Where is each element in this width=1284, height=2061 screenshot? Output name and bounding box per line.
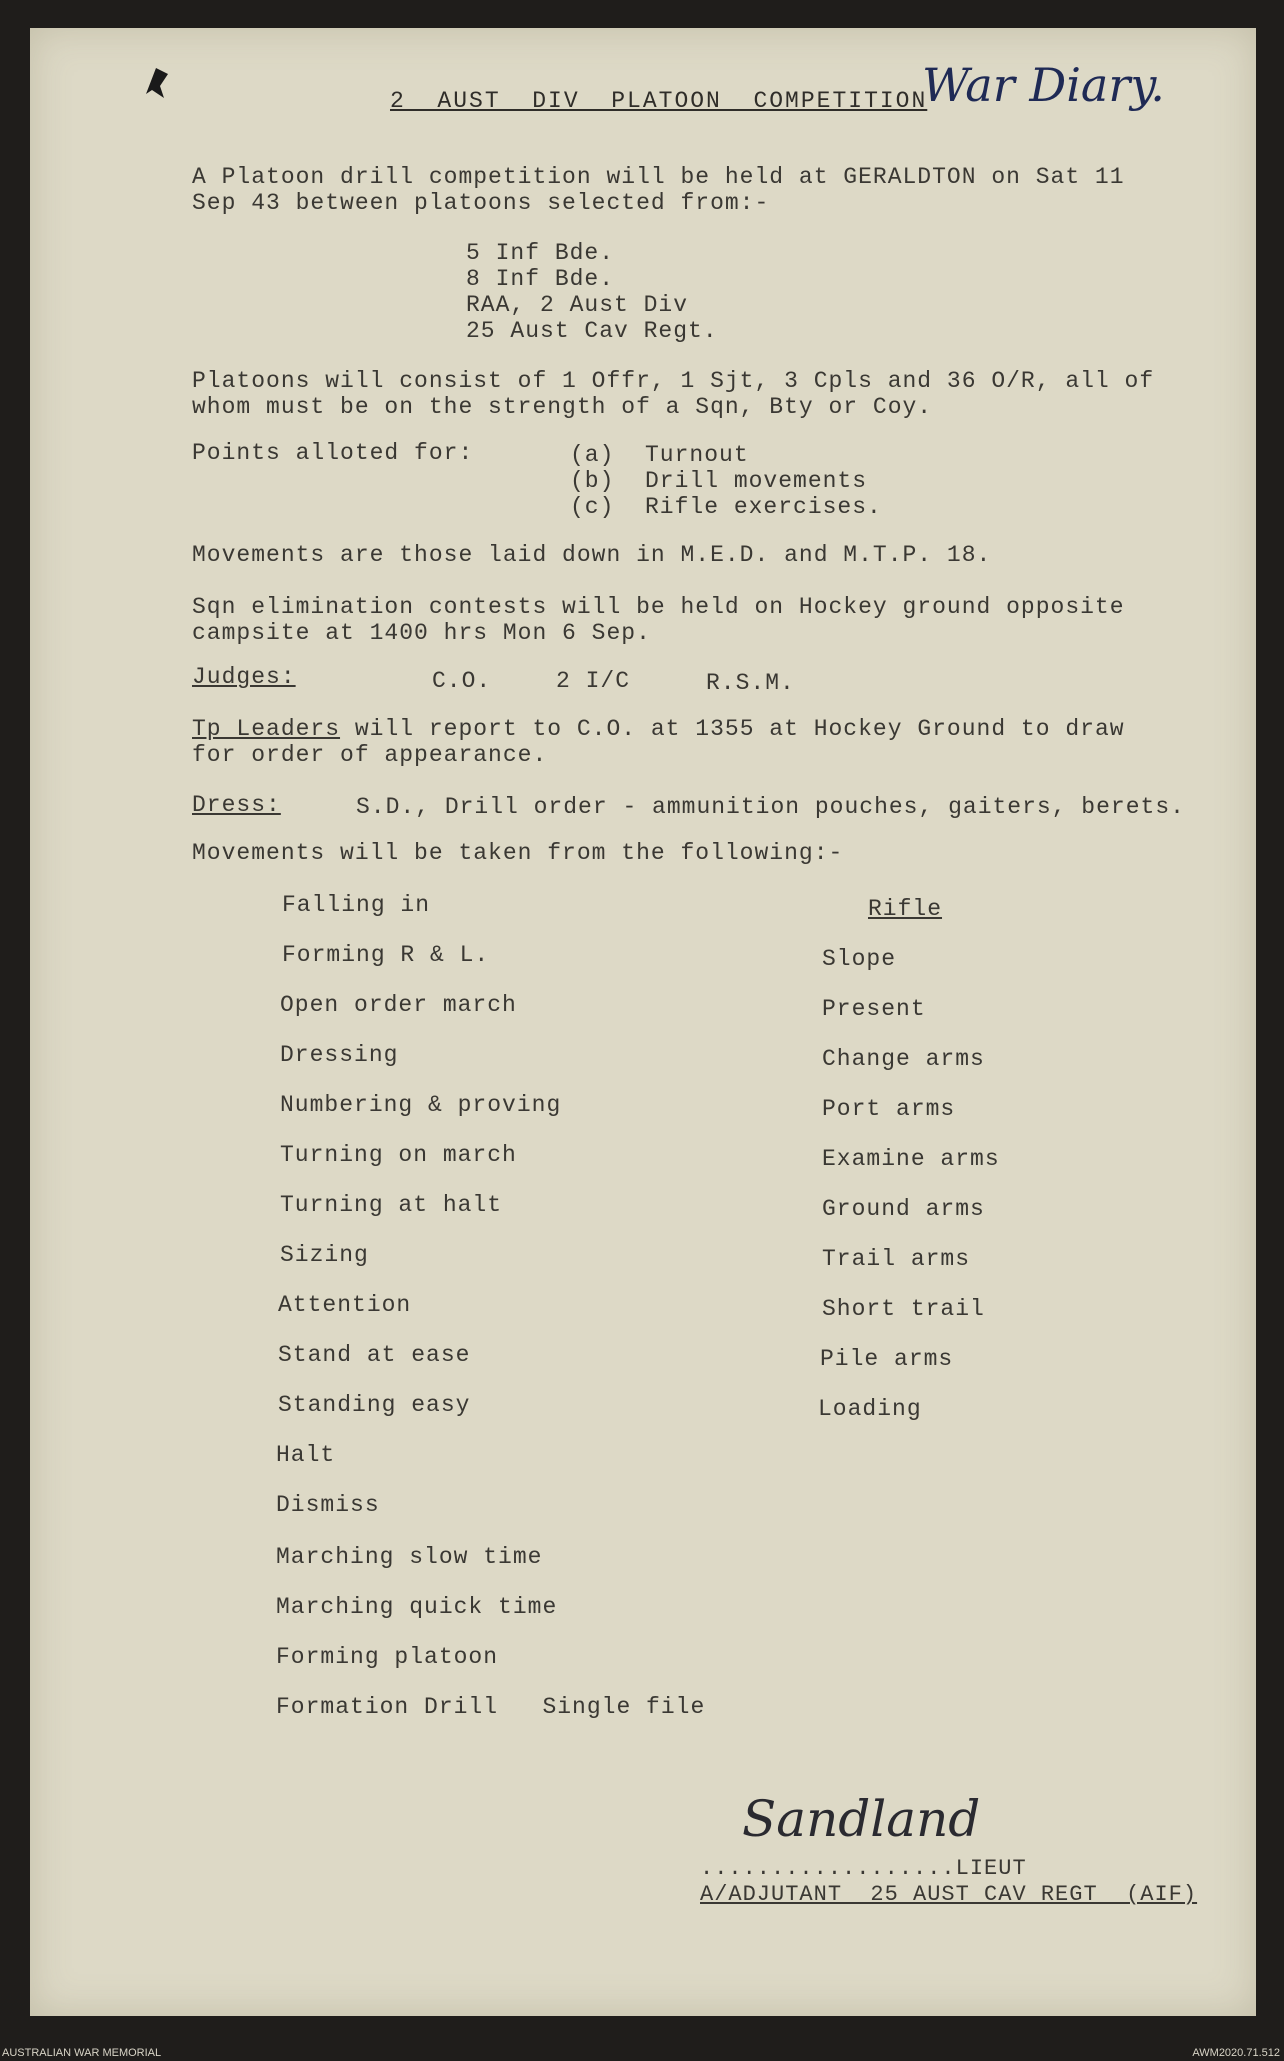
document-title: 2 AUST DIV PLATOON COMPETITION: [390, 88, 928, 114]
list-item: Port arms: [822, 1096, 956, 1122]
list-item: Forming platoon: [276, 1644, 499, 1670]
points-item: Drill movements: [645, 468, 868, 494]
list-item: Sizing: [280, 1242, 369, 1268]
footer-right: AWM2020.71.512: [1192, 2047, 1280, 2059]
consist-line-1: Platoons will consist of 1 Offr, 1 Sjt, 3 Cpls and 36 O/R, all of: [192, 368, 1155, 394]
list-item: Trail arms: [822, 1246, 971, 1272]
list-item: Formation Drill Single file: [276, 1694, 706, 1720]
list-item: Standing easy: [278, 1392, 471, 1418]
war-diary-annotation: War Diary.: [922, 58, 1165, 112]
list-item: Falling in: [282, 892, 431, 918]
signature-title: A/ADJUTANT 25 AUST CAV REGT (AIF): [700, 1882, 1198, 1907]
list-item: Marching slow time: [276, 1544, 543, 1570]
unit-item: RAA, 2 Aust Div: [466, 292, 689, 318]
sqn-line-2: campsite at 1400 hrs Mon 6 Sep.: [192, 620, 651, 646]
tp-line-2: for order of appearance.: [192, 742, 548, 768]
points-item: Rifle exercises.: [645, 494, 882, 520]
consist-line-2: whom must be on the strength of a Sqn, Bty or Coy.: [192, 394, 933, 420]
points-letter: (a): [570, 442, 615, 468]
judge-item: R.S.M.: [706, 670, 795, 696]
points-label: Points alloted for:: [192, 440, 474, 466]
list-item: Change arms: [822, 1046, 985, 1072]
list-item: Halt: [276, 1442, 336, 1468]
movements-intro: Movements will be taken from the following:-: [192, 840, 844, 866]
unit-item: 5 Inf Bde.: [466, 240, 615, 266]
points-item: Turnout: [645, 442, 749, 468]
intro-line-2: Sep 43 between platoons selected from:-: [192, 190, 770, 216]
list-item: Stand at ease: [278, 1342, 471, 1368]
list-item: Forming R & L.: [282, 942, 490, 968]
list-item: Turning on march: [280, 1142, 517, 1168]
tp-line-1: will report to C.O. at 1355 at Hockey Ground to draw: [340, 716, 1125, 742]
footer-left: AUSTRALIAN WAR MEMORIAL: [2, 2047, 162, 2059]
list-item: Short trail: [822, 1296, 985, 1322]
list-item: Ground arms: [822, 1196, 985, 1222]
unit-item: 25 Aust Cav Regt.: [466, 318, 718, 344]
judge-item: 2 I/C: [556, 668, 631, 694]
dress-label: Dress:: [192, 792, 281, 818]
list-item: Pile arms: [820, 1346, 954, 1372]
list-item: Numbering & proving: [280, 1092, 562, 1118]
signature: Sandland: [742, 1790, 981, 1848]
list-item: Dressing: [280, 1042, 399, 1068]
tp-leaders-label: Tp Leaders: [192, 716, 341, 742]
sqn-line-1: Sqn elimination contests will be held on Hockey ground opposite: [192, 594, 1125, 620]
list-item: Marching quick time: [276, 1594, 558, 1620]
points-letter: (c): [570, 494, 615, 520]
movements-laid-down: Movements are those laid down in M.E.D. and M.T.P. 18.: [192, 542, 992, 568]
unit-item: 8 Inf Bde.: [466, 266, 615, 292]
points-letter: (b): [570, 468, 615, 494]
rifle-heading: Rifle: [868, 896, 943, 922]
punch-mark-icon: [142, 64, 172, 100]
list-item: Open order march: [280, 992, 517, 1018]
list-item: Slope: [822, 946, 897, 972]
dress-text: S.D., Drill order - ammunition pouches, gaiters, berets.: [356, 794, 1185, 820]
list-item: Turning at halt: [280, 1192, 503, 1218]
list-item: Present: [822, 996, 926, 1022]
intro-line-1: A Platoon drill competition will be held at GERALDTON on Sat 11: [192, 164, 1125, 190]
list-item: Examine arms: [822, 1146, 1000, 1172]
judges-label: Judges:: [192, 664, 296, 690]
list-item: Dismiss: [276, 1492, 380, 1518]
list-item: Loading: [818, 1396, 922, 1422]
signature-dots: ..................LIEUT: [700, 1856, 1027, 1881]
list-item: Attention: [278, 1292, 412, 1318]
judge-item: C.O.: [432, 668, 492, 694]
